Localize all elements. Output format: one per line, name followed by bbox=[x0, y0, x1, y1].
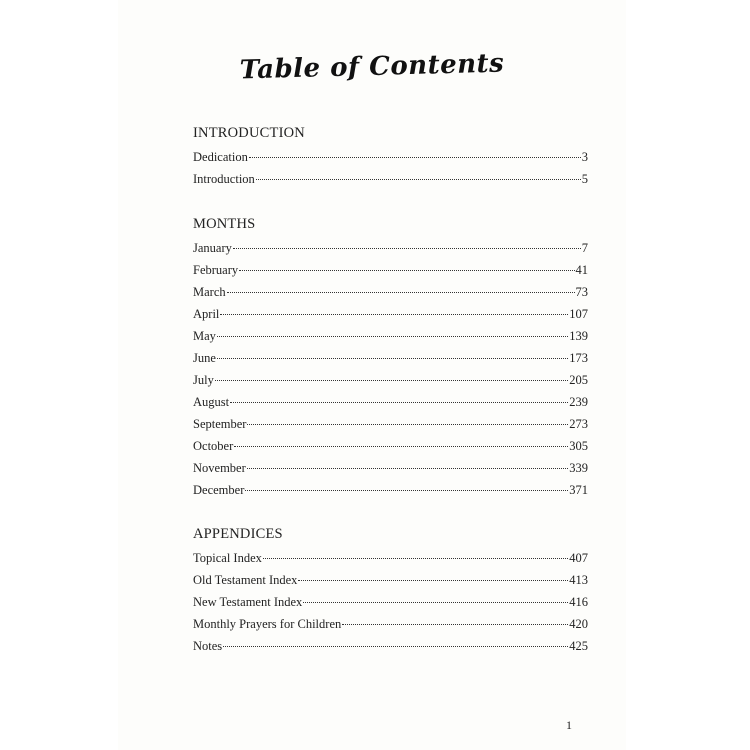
toc-entry-page-number: 173 bbox=[569, 351, 588, 365]
dot-leader bbox=[220, 314, 568, 315]
toc-entry-page-number: 273 bbox=[569, 417, 588, 431]
toc-entry bbox=[193, 613, 588, 635]
toc-entry-page-number: 425 bbox=[569, 639, 588, 653]
toc-entry-page-number: 416 bbox=[569, 595, 588, 609]
section-heading: INTRODUCTION bbox=[193, 125, 305, 141]
toc-entry-list bbox=[193, 146, 588, 190]
toc-entry bbox=[193, 237, 588, 259]
dot-leader bbox=[342, 624, 568, 625]
toc-entry-label: Introduction bbox=[193, 172, 255, 186]
toc-entry-label: January bbox=[193, 241, 232, 255]
toc-entry-label: June bbox=[193, 351, 216, 365]
dot-leader bbox=[245, 490, 568, 491]
toc-entry bbox=[193, 413, 588, 435]
dot-leader bbox=[223, 646, 568, 647]
toc-entry bbox=[193, 325, 588, 347]
dot-leader bbox=[215, 380, 568, 381]
toc-entry bbox=[193, 168, 588, 190]
dot-leader bbox=[247, 424, 568, 425]
toc-entry-label: March bbox=[193, 285, 226, 299]
dot-leader bbox=[230, 402, 568, 403]
toc-entry-page-number: 5 bbox=[581, 172, 588, 186]
toc-entry-page-number: 7 bbox=[581, 241, 588, 255]
toc-entry-page-number: 139 bbox=[569, 329, 588, 343]
toc-entry-label: November bbox=[193, 461, 246, 475]
toc-entry bbox=[193, 635, 588, 657]
toc-entry bbox=[193, 259, 588, 281]
toc-entry-page-number: 205 bbox=[569, 373, 588, 387]
toc-entry-page-number: 420 bbox=[569, 617, 588, 631]
dot-leader bbox=[247, 468, 568, 469]
dot-leader bbox=[217, 336, 568, 337]
toc-entry-list bbox=[193, 547, 588, 657]
toc-entry-page-number: 339 bbox=[569, 461, 588, 475]
toc-entry-label: May bbox=[193, 329, 216, 343]
dot-leader bbox=[234, 446, 568, 447]
dot-leader bbox=[303, 602, 568, 603]
toc-entry-page-number: 305 bbox=[569, 439, 588, 453]
toc-entry bbox=[193, 146, 588, 168]
toc-entry bbox=[193, 435, 588, 457]
toc-entry bbox=[193, 303, 588, 325]
dot-leader bbox=[256, 179, 581, 180]
section-heading: APPENDICES bbox=[193, 526, 283, 542]
dot-leader bbox=[217, 358, 568, 359]
dot-leader bbox=[298, 580, 568, 581]
toc-entry-label: Notes bbox=[193, 639, 223, 653]
toc-entry-label: July bbox=[193, 373, 214, 387]
dot-leader bbox=[263, 558, 568, 559]
toc-entry-page-number: 41 bbox=[575, 263, 588, 277]
toc-entry bbox=[193, 347, 588, 369]
toc-entry-label: April bbox=[193, 307, 220, 321]
toc-entry-label: February bbox=[193, 263, 239, 277]
page-number: 1 bbox=[566, 718, 572, 732]
toc-entry-page-number: 371 bbox=[569, 483, 588, 497]
toc-entry bbox=[193, 391, 588, 413]
toc-entry-page-number: 107 bbox=[569, 307, 588, 321]
toc-entry-list bbox=[193, 237, 588, 501]
toc-entry-label: Topical Index bbox=[193, 551, 262, 565]
toc-entry bbox=[193, 479, 588, 501]
toc-entry bbox=[193, 591, 588, 613]
toc-entry-label: December bbox=[193, 483, 245, 497]
toc-entry-label: Old Testament Index bbox=[193, 573, 298, 587]
section-months bbox=[193, 215, 588, 501]
document-page bbox=[118, 0, 626, 750]
toc-entry-label: September bbox=[193, 417, 247, 431]
section-heading: MONTHS bbox=[193, 216, 256, 232]
section-introduction bbox=[193, 124, 588, 190]
section-appendices bbox=[193, 525, 588, 657]
toc-entry-page-number: 3 bbox=[581, 150, 588, 164]
toc-entry-label: Dedication bbox=[193, 150, 248, 164]
toc-entry bbox=[193, 547, 588, 569]
toc-entry-label: New Testament Index bbox=[193, 595, 303, 609]
toc-entry bbox=[193, 457, 588, 479]
toc-entry-label: August bbox=[193, 395, 230, 409]
toc-entry-page-number: 239 bbox=[569, 395, 588, 409]
toc-entry-label: Monthly Prayers for Children bbox=[193, 617, 342, 631]
toc-entry bbox=[193, 369, 588, 391]
dot-leader bbox=[233, 248, 581, 249]
dot-leader bbox=[239, 270, 574, 271]
page-title: Table of Contents bbox=[239, 48, 505, 86]
toc-entry-label: October bbox=[193, 439, 234, 453]
toc-entry-page-number: 413 bbox=[569, 573, 588, 587]
toc-entry bbox=[193, 281, 588, 303]
dot-leader bbox=[227, 292, 575, 293]
toc-entry-page-number: 73 bbox=[575, 285, 588, 299]
toc-entry-page-number: 407 bbox=[569, 551, 588, 565]
dot-leader bbox=[249, 157, 581, 158]
toc-entry bbox=[193, 569, 588, 591]
